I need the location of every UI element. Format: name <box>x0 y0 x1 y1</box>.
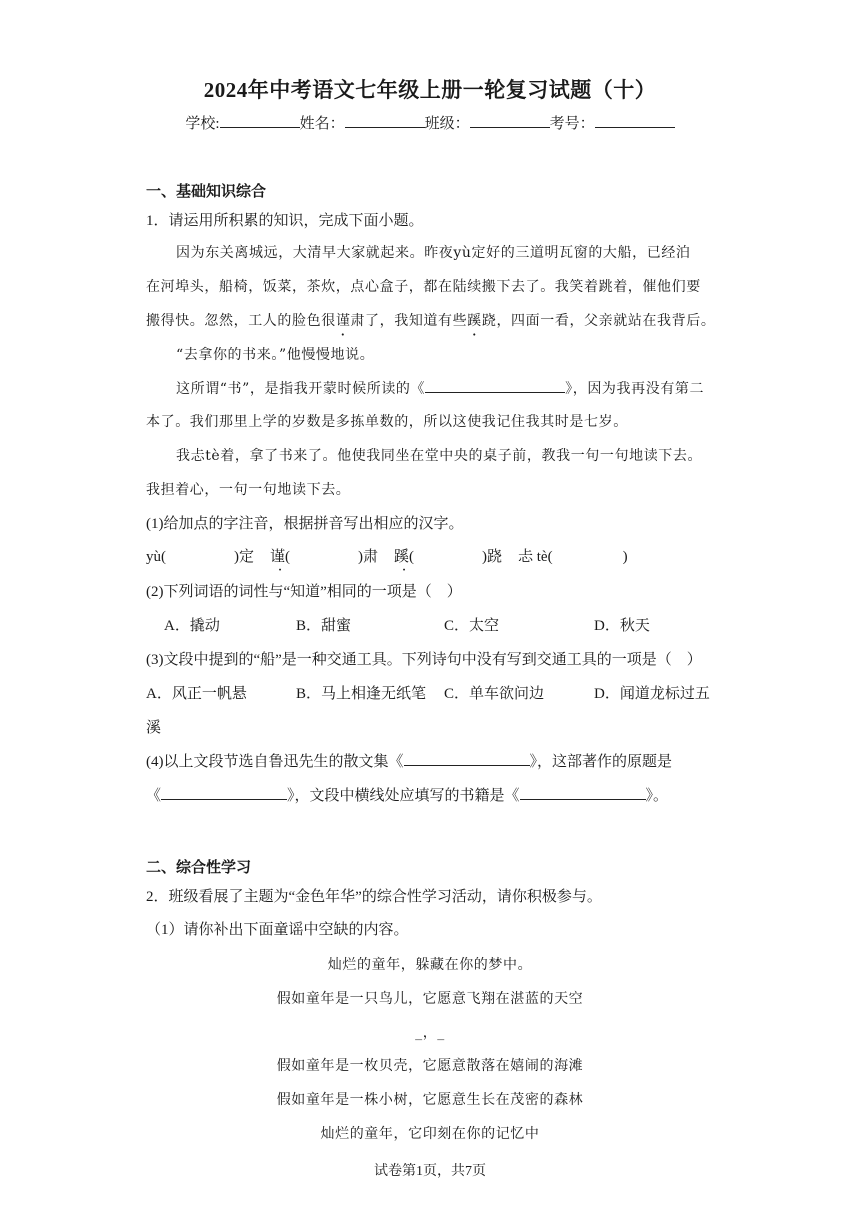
option-3c[interactable]: C．单车欲问边 <box>444 686 545 702</box>
passage-text: 》，因为我再没有第二 <box>565 381 705 397</box>
option-3b[interactable]: B．马上相逢无纸笔 <box>296 686 427 702</box>
subquestion-1-fill <box>146 545 628 566</box>
original-title-blank[interactable] <box>161 785 287 800</box>
passage-text: 肃了，我知道有些 <box>350 313 468 329</box>
page-title: 2024年中考语文七年级上册一轮复习试题（十） <box>203 78 657 102</box>
passage-text: 这所谓“书”，是指我开蒙时候所读的《 <box>176 381 426 397</box>
option-2c[interactable]: C．太空 <box>444 618 500 634</box>
student-info-line <box>0 112 860 133</box>
option-3a[interactable]: A．风正一帆悬 <box>146 686 247 702</box>
option-3d[interactable]: D．闻道龙标过五 <box>594 686 710 702</box>
subquestion-4-line-1 <box>146 750 672 771</box>
option-2d[interactable]: D．秋天 <box>594 618 650 634</box>
close-paren: ) <box>622 549 628 565</box>
word-qiao: )跷 <box>482 549 502 565</box>
page-footer: 试卷第1页，共7页 <box>374 1164 486 1179</box>
char-jin: 谨( · <box>270 549 290 565</box>
option-2a[interactable]: A．撬动 <box>164 618 220 634</box>
passage-line-3 <box>146 310 715 330</box>
passage-line-6: 本了。我们那里上学的岁数是多拣单数的，所以这使我记住我其时是七岁。 <box>146 414 628 430</box>
subquestion-4-line-2 <box>146 784 668 805</box>
exam-no-label: 考号： <box>549 116 595 132</box>
subquestion-1: (1)给加点的字注音，根据拼音写出相应的汉字。 <box>146 516 464 532</box>
option-3d-wrap: 溪 <box>146 720 162 736</box>
poem-line-6: 灿烂的童年，它印刻在你的记忆中 <box>320 1126 540 1142</box>
name-label: 姓名： <box>299 116 345 132</box>
sub4-text: 》。 <box>645 788 669 804</box>
poem-blank-line[interactable]: _，_ <box>415 1025 445 1041</box>
poem-line-2: 假如童年是一只鸟儿，它愿意飞翔在湛蓝的天空 <box>276 991 584 1007</box>
pinyin-yu: yù( <box>146 549 166 565</box>
passage-text: 跷，四面一看，父亲就站在我背后。 <box>481 313 716 329</box>
passage-line-2: 在河埠头，船椅，饭菜，茶炊，点心盒子，都在陆续搬下去了。我笑着跳着，催他们要 <box>146 279 701 295</box>
char-qi: 蹊( · <box>394 549 414 565</box>
option-2b[interactable]: B．甜蜜 <box>296 618 352 634</box>
collection-blank[interactable] <box>404 751 530 766</box>
book-name-blank[interactable] <box>520 785 646 800</box>
subquestion-2: (2)下列词语的词性与“知道”相同的一项是（ ） <box>146 584 462 600</box>
poem-line-1: 灿烂的童年，躲藏在你的梦中。 <box>327 957 533 973</box>
question2-stem: 2．班级看展了主题为“金色年华”的综合性学习活动，请你积极参与。 <box>146 889 602 905</box>
poem-line-5: 假如童年是一株小树，它愿意生长在茂密的森林 <box>276 1092 584 1108</box>
word-su: )肃 <box>358 549 378 565</box>
question1-stem: 1．请运用所积累的知识，完成下面小题。 <box>146 213 424 229</box>
exam-no-blank <box>595 113 675 128</box>
book-blank[interactable] <box>425 378 565 393</box>
sub4-text: (4)以上文段节选自鲁迅先生的散文集《 <box>146 754 404 770</box>
class-label: 班级： <box>424 116 470 132</box>
passage-line-4: “去拿你的书来。”他慢慢地说。 <box>176 347 375 363</box>
dotted-char-jin: 谨 <box>335 313 351 329</box>
dotted-char-qi: 蹊 <box>467 313 482 329</box>
name-blank <box>345 113 425 128</box>
passage-line-5 <box>176 378 704 398</box>
pinyin-te: 忐 tè( <box>518 549 553 565</box>
section1-heading: 一、基础知识综合 <box>146 184 267 200</box>
sub4-text: 》，这部著作的原题是 <box>529 754 673 770</box>
school-label: 学校: <box>185 116 220 132</box>
school-blank <box>220 113 300 128</box>
passage-line-1: 因为东关离城远，大清早大家就起来。昨夜yù定好的三道明瓦窗的大船，已经泊 <box>176 245 691 261</box>
passage-line-7: 我忐tè着，拿了书来了。他使我同坐在堂中央的桌子前，教我一句一句地读下去。 <box>176 448 703 464</box>
passage-text: 搬得快。忽然，工人的脸色很 <box>146 313 336 329</box>
sub4-text: 》，文段中横线处应填写的书籍是《 <box>287 788 520 804</box>
subquestion-3: (3)文段中提到的“船”是一种交通工具。下列诗句中没有写到交通工具的一项是（ ） <box>146 652 702 668</box>
word-ding: )定 <box>234 549 254 565</box>
passage-line-8: 我担着心，一句一句地读下去。 <box>146 482 351 498</box>
sub4-text: 《 <box>146 788 162 804</box>
section2-subquestion-1: （1）请你补出下面童谣中空缺的内容。 <box>146 922 409 938</box>
poem-line-4: 假如童年是一枚贝壳，它愿意散落在嬉闹的海滩 <box>276 1058 584 1074</box>
class-blank <box>470 113 550 128</box>
section2-heading: 二、综合性学习 <box>146 860 252 876</box>
